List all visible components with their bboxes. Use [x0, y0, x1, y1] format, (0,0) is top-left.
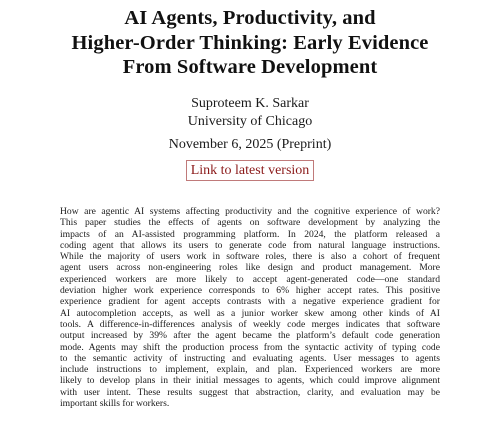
abstract-line: coding agent that allows its users to generate code from natural language instructions. — [60, 239, 440, 251]
abstract-line: How are agentic AI systems affecting productivity and the cognitive experience of work? — [60, 206, 440, 217]
abstract-line: output increased by 39% after the agent became the platform’s default code generation — [60, 330, 440, 342]
author-block — [0, 95, 500, 131]
publication-date: November 6, 2025 (Preprint) — [168, 137, 332, 152]
abstract-line: likely to develop plans in their initial messages to agents, which could improve alignment — [60, 375, 440, 387]
abstract-line: include instructions to implement, explain, and plan. Experienced workers are more — [60, 364, 440, 376]
abstract-line: AI autocompletion accepts, as well as a junior worker skew among other kinds of AI — [60, 307, 440, 319]
link-container — [0, 160, 500, 181]
abstract — [60, 206, 440, 409]
paper-title — [20, 6, 480, 80]
abstract-line: with user intent. These results suggest that abstraction, clarity, and evaluation may be — [60, 386, 440, 398]
author-name: Suproteem K. Sarkar — [191, 96, 309, 111]
abstract-line: important skills for workers. — [60, 398, 170, 410]
abstract-line: experience gradient for agent accepts contrasts with a negative experience gradient for — [60, 296, 440, 308]
abstract-line: While the majority of users work in software roles, there is also a cohort of frequent — [60, 251, 440, 263]
latest-version-link[interactable]: Link to latest version — [186, 160, 315, 181]
abstract-line: mode. Agents may shift the production process from the syntactic activity of typing code — [60, 341, 440, 353]
title-line: Higher-Order Thinking: Early Evidence — [71, 31, 429, 54]
abstract-line: to the semantic activity of instructing and evaluating agents. User messages to agents — [60, 352, 440, 364]
abstract-line: agent users across non-engineering roles like design and product management. More — [60, 262, 440, 274]
author-affiliation: University of Chicago — [187, 114, 313, 129]
abstract-line: impacts of an AI-assisted programming platform. In 2024, the platform released a — [60, 228, 440, 240]
abstract-line: experienced workers are more likely to accept agent-generated code—one standard — [60, 273, 440, 285]
title-line: From Software Development — [122, 56, 378, 78]
abstract-line: tools. A difference-in-differences analysis of weekly code merges indicates that software — [60, 318, 440, 330]
abstract-line: deviation higher work experience corresponds to 6% higher accept rates. This positive — [60, 285, 440, 297]
title-line: AI Agents, Productivity, and — [124, 7, 376, 29]
abstract-line: This paper studies the effects of agents on software development by analyzing the — [60, 217, 440, 229]
